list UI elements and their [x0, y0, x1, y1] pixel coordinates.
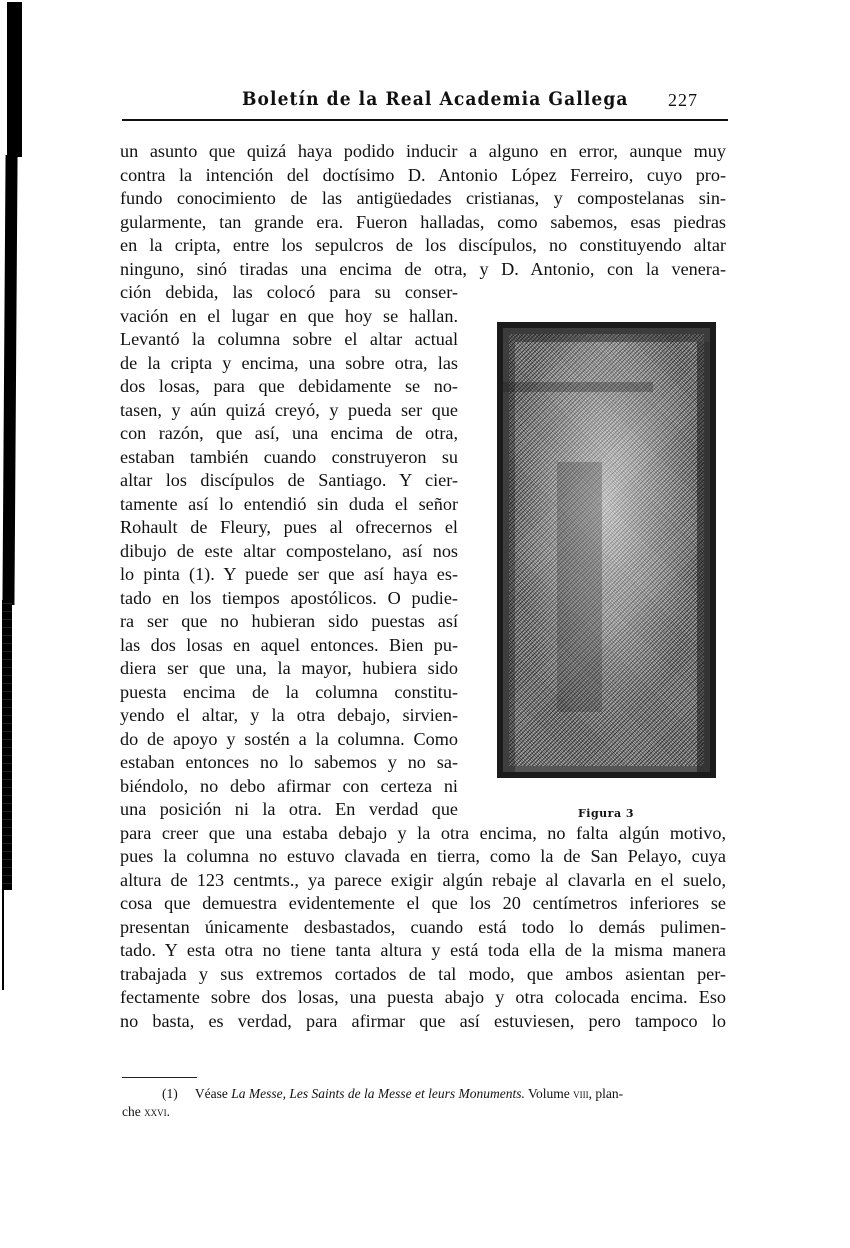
figure-shadow — [697, 342, 710, 772]
figure-caption: Figura 3 — [578, 807, 635, 820]
footnote-rule — [122, 1077, 197, 1078]
body-line: ción debida, las colocó para su conser- — [120, 282, 458, 302]
body-line: presentan únicamente desbastados, cuando está todo lo demás pulimen- — [120, 916, 726, 937]
body-line: altar los discípulos de Santiago. Y cier- — [120, 470, 458, 490]
footnote-volume-number: viii — [573, 1086, 589, 1101]
figure-shadow — [503, 382, 653, 392]
body-line: fectamente sobre dos losas, una puesta abajo y otra colocada encima. Eso — [120, 987, 726, 1007]
body-line: do de apoyo y sostén a la columna. Como — [120, 728, 458, 749]
body-line: tado. Y esta otra no tiene tanta altura y está toda ella de la misma manera — [120, 940, 726, 960]
scan-edge-artifact — [2, 600, 12, 890]
body-line: Levantó la columna sobre el altar actual — [120, 329, 458, 349]
body-line: un asunto que quizá haya podido inducir a alguno en error, aunque muy — [120, 141, 726, 161]
body-line: estaban entonces no lo sabemos y no sa- — [120, 752, 458, 772]
footnote-line — [122, 1085, 728, 1103]
body-line: puesta encima de la columna constitu- — [120, 681, 458, 702]
body-line: vación en el lugar en que hoy se hallan. — [120, 305, 458, 326]
body-line: dos losas, para que debidamente se no- — [120, 376, 458, 396]
body-line: yendo el altar, y la otra debajo, sirvien- — [120, 705, 458, 725]
body-line: pues la columna no estuvo clavada en tierra, como la de San Pelayo, cuya — [120, 846, 726, 866]
body-line: lo pinta (1). Y puede ser que así haya es- — [120, 564, 458, 584]
body-line: de la cripta y encima, una sobre otra, las — [120, 352, 458, 373]
footnote — [122, 1085, 728, 1121]
body-line: fundo conocimiento de las antigüedades cristianas, y compostelanas sin- — [120, 188, 726, 208]
body-line: dibujo de este altar compostelano, así nos — [120, 540, 458, 561]
scan-edge-artifact — [2, 890, 4, 990]
footnote-plate-number: xxvi. — [144, 1104, 170, 1119]
body-line: no basta, es verdad, para afirmar que así estuviesen, pero tampoco lo — [120, 1010, 726, 1031]
body-line: una posición ni la otra. En verdad que — [120, 799, 458, 819]
figure-shadow — [557, 462, 602, 712]
body-line: contra la intención del doctísimo D. Antonio López Ferreiro, cuyo pro- — [120, 164, 726, 185]
footnote-volume-label: Volume — [527, 1086, 570, 1101]
figure-photograph — [497, 322, 716, 778]
body-line: tamente así lo entendió sin duda el señor — [120, 493, 458, 514]
body-line: ra ser que no hubieran sido puestas así — [120, 611, 458, 631]
body-line: estaban también cuando construyeron su — [120, 446, 458, 467]
footnote-marker: (1) — [162, 1086, 178, 1101]
scan-edge-artifact — [2, 155, 17, 605]
body-line: para creer que una estaba debajo y la otra encima, no falta algún motivo, — [120, 822, 726, 843]
body-line: con razón, que así, una encima de otra, — [120, 423, 458, 443]
footnote-plate-prefix: , plan- — [588, 1086, 624, 1101]
body-line: en la cripta, entre los sepulcros de los discípulos, no constituyendo altar — [120, 235, 726, 255]
running-head — [122, 88, 728, 120]
scan-edge-artifact — [7, 2, 22, 157]
figure-shadow — [503, 342, 515, 772]
body-line: biéndolo, no debo afirmar con certeza ni — [120, 775, 458, 796]
body-line: trabajada y sus extremos cortados de tal modo, que ambos asientan per- — [120, 963, 726, 984]
page-number: 227 — [668, 90, 698, 110]
body-line: tasen, y aún quizá creyó, y pueda ser que — [120, 399, 458, 420]
body-line: tado en los tiempos apostólicos. O pudie- — [120, 587, 458, 608]
footnote-cited-title: La Messe, Les Saints de la Messe et leurs Monuments. — [231, 1086, 525, 1101]
journal-title: Boletín de la Real Academia Gallega — [242, 88, 629, 110]
body-line: cosa que demuestra evidentemente el que los 20 centímetros inferiores se — [120, 893, 726, 913]
body-line: diera ser que una, la mayor, hubiera sido — [120, 658, 458, 678]
body-line: las dos losas en aquel entonces. Bien pu- — [120, 634, 458, 655]
figure-shadow — [503, 328, 710, 342]
body-line: ninguno, sinó tiradas una encima de otra, y D. Antonio, con la venera- — [120, 258, 726, 279]
body-line: gularmente, tan grande era. Fueron halladas, como sabemos, esas piedras — [120, 211, 726, 232]
footnote-continuation: che — [122, 1104, 141, 1119]
body-line: altura de 123 centmts., ya parece exigir algún rebaje al clavarla en el suelo, — [120, 869, 726, 890]
header-rule — [122, 119, 728, 121]
body-line: Rohault de Fleury, pues al ofrecernos el — [120, 517, 458, 537]
footnote-lead: Véase — [194, 1086, 228, 1101]
